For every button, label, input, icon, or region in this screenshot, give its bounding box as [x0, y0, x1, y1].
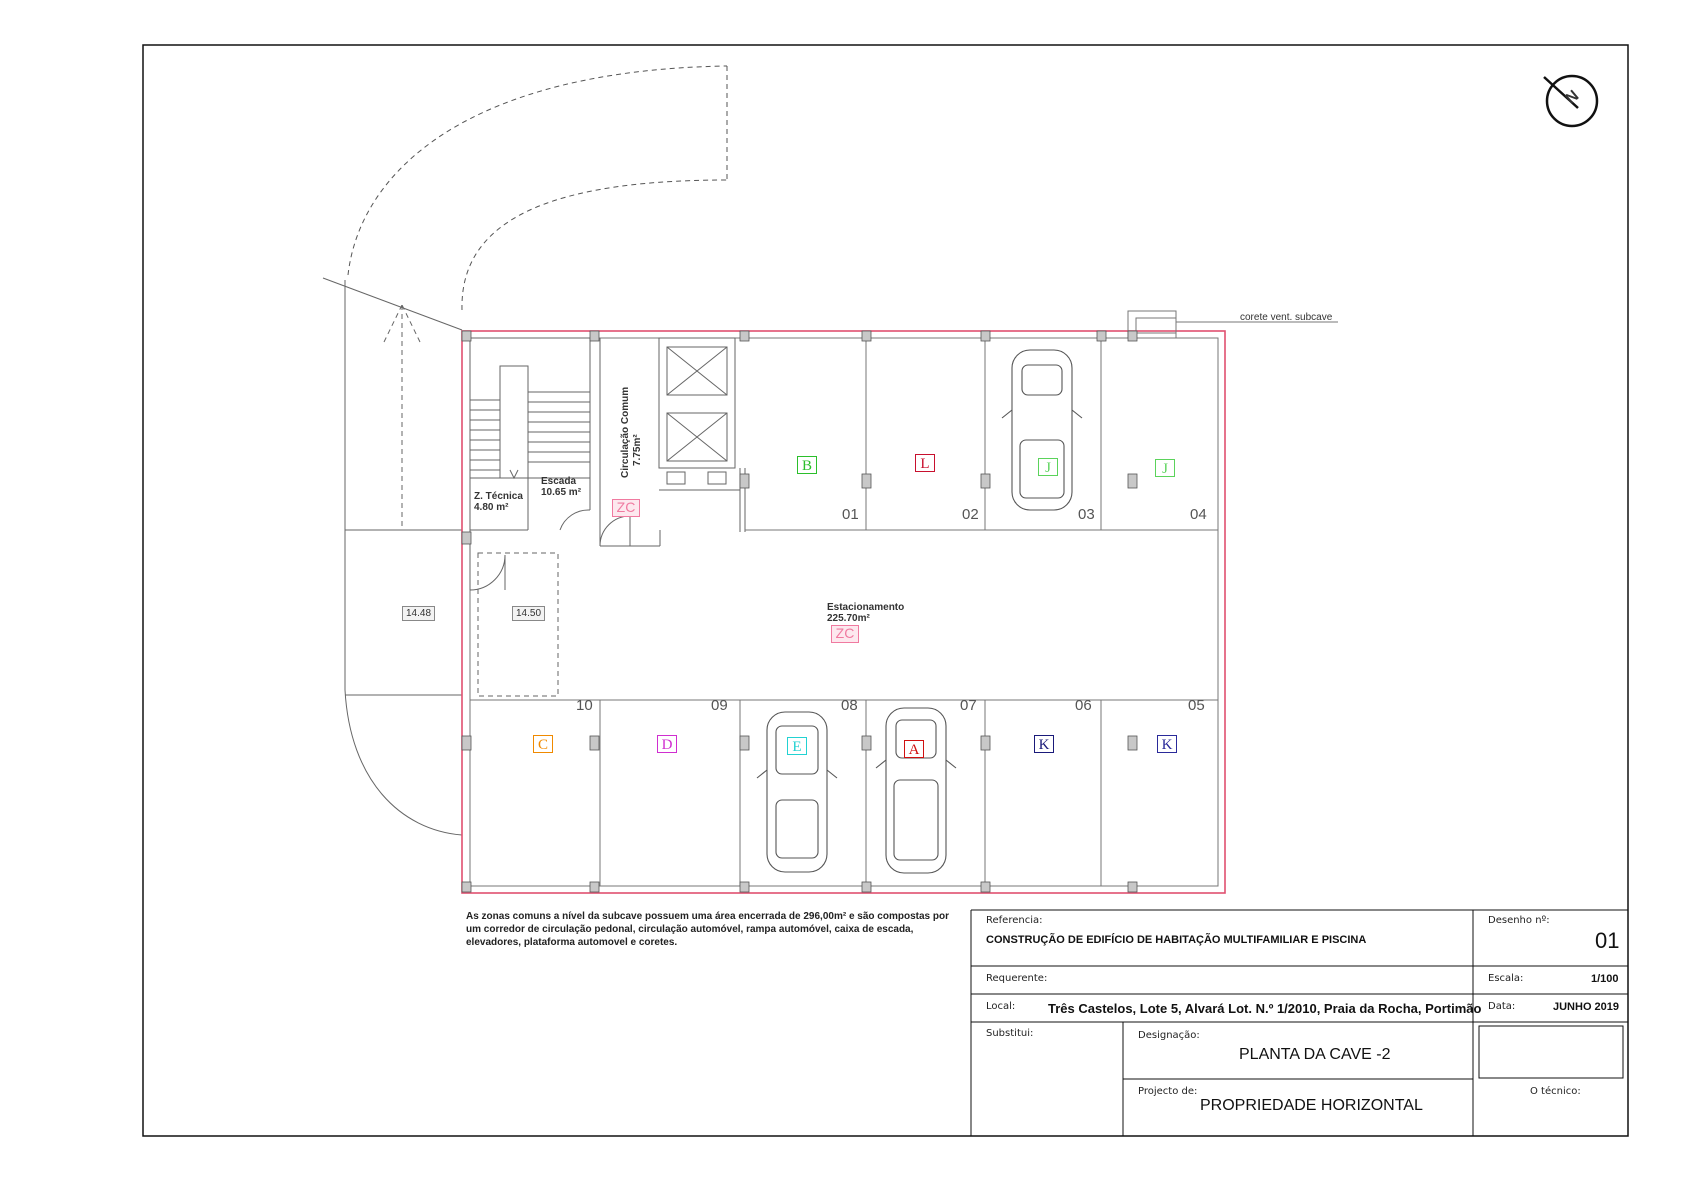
space-number: 04 [1190, 506, 1207, 523]
room-escada-area: 10.65 m² [541, 487, 582, 498]
designacao-label: Designação: [1138, 1030, 1200, 1041]
common-zone-marker: ZC [831, 625, 859, 643]
corete-label: corete vent. subcave [1240, 312, 1333, 323]
area-box: 14.50 [512, 606, 545, 621]
escala-label: Escala: [1488, 973, 1524, 984]
car-icon [757, 350, 1082, 873]
space-owner-label: K [1034, 735, 1054, 753]
room-circulacao-name: Circulação Comum [620, 386, 631, 478]
projecto-label: Projecto de: [1138, 1086, 1198, 1097]
escala-value: 1/100 [1591, 973, 1619, 985]
common-areas-note: As zonas comuns a nível da subcave possuem uma área encerrada de 296,00m² e são compostas por um corredor de circulação pedonal, circulação automóvel, rampa automóvel, caixa de escada, elevadores, plataforma automovel e coretes. [466, 911, 949, 948]
space-number: 06 [1075, 697, 1092, 714]
desenho-value: 01 [1595, 928, 1620, 953]
referencia-label: Referencia: [986, 915, 1043, 926]
substitui-label: Substitui: [986, 1028, 1034, 1039]
data-value: JUNHO 2019 [1553, 1001, 1620, 1013]
room-z-tecnica-area: 4.80 m² [474, 502, 509, 513]
north-label: N [1562, 87, 1583, 108]
local-value: Três Castelos, Lote 5, Alvará Lot. N.º 1/2010, Praia da Rocha, Portimão [1048, 1001, 1482, 1016]
space-owner-label: J [1155, 459, 1175, 477]
space-number: 09 [711, 697, 728, 714]
space-number: 02 [962, 506, 979, 523]
room-z-tecnica-name: Z. Técnica [474, 491, 523, 502]
ramp-outline [348, 66, 727, 310]
area-box: 14.48 [402, 606, 435, 621]
space-owner-label: C [533, 735, 553, 753]
space-owner-label: J [1038, 458, 1058, 476]
designacao-value: PLANTA DA CAVE -2 [1239, 1046, 1391, 1063]
requerente-label: Requerente: [986, 973, 1048, 984]
local-label: Local: [986, 1001, 1016, 1012]
space-owner-label: B [797, 456, 817, 474]
room-escada-name: Escada [541, 476, 577, 487]
projecto-value: PROPRIEDADE HORIZONTAL [1200, 1097, 1423, 1114]
space-owner-label: D [657, 735, 677, 753]
space-owner-label: A [904, 740, 924, 758]
room-estacionamento-area: 225.70m² [827, 613, 870, 624]
space-owner-label: E [787, 737, 807, 755]
space-number: 08 [841, 697, 858, 714]
space-owner-label: K [1157, 735, 1177, 753]
space-owner-label: L [915, 454, 935, 472]
room-estacionamento-name: Estacionamento [827, 602, 905, 613]
data-label: Data: [1488, 1001, 1516, 1012]
space-number: 05 [1188, 697, 1205, 714]
room-circulacao-area: 7.75m² [632, 434, 643, 466]
desenho-label: Desenho nº: [1488, 915, 1550, 926]
space-number: 03 [1078, 506, 1095, 523]
space-number: 07 [960, 697, 977, 714]
tecnico-label: O técnico: [1530, 1086, 1581, 1097]
space-number: 10 [576, 697, 593, 714]
common-zone-marker: ZC [612, 499, 640, 517]
referencia-value: CONSTRUÇÃO DE EDIFÍCIO DE HABITAÇÃO MULTIFAMILIAR E PISCINA [986, 934, 1367, 946]
space-number: 01 [842, 506, 859, 523]
